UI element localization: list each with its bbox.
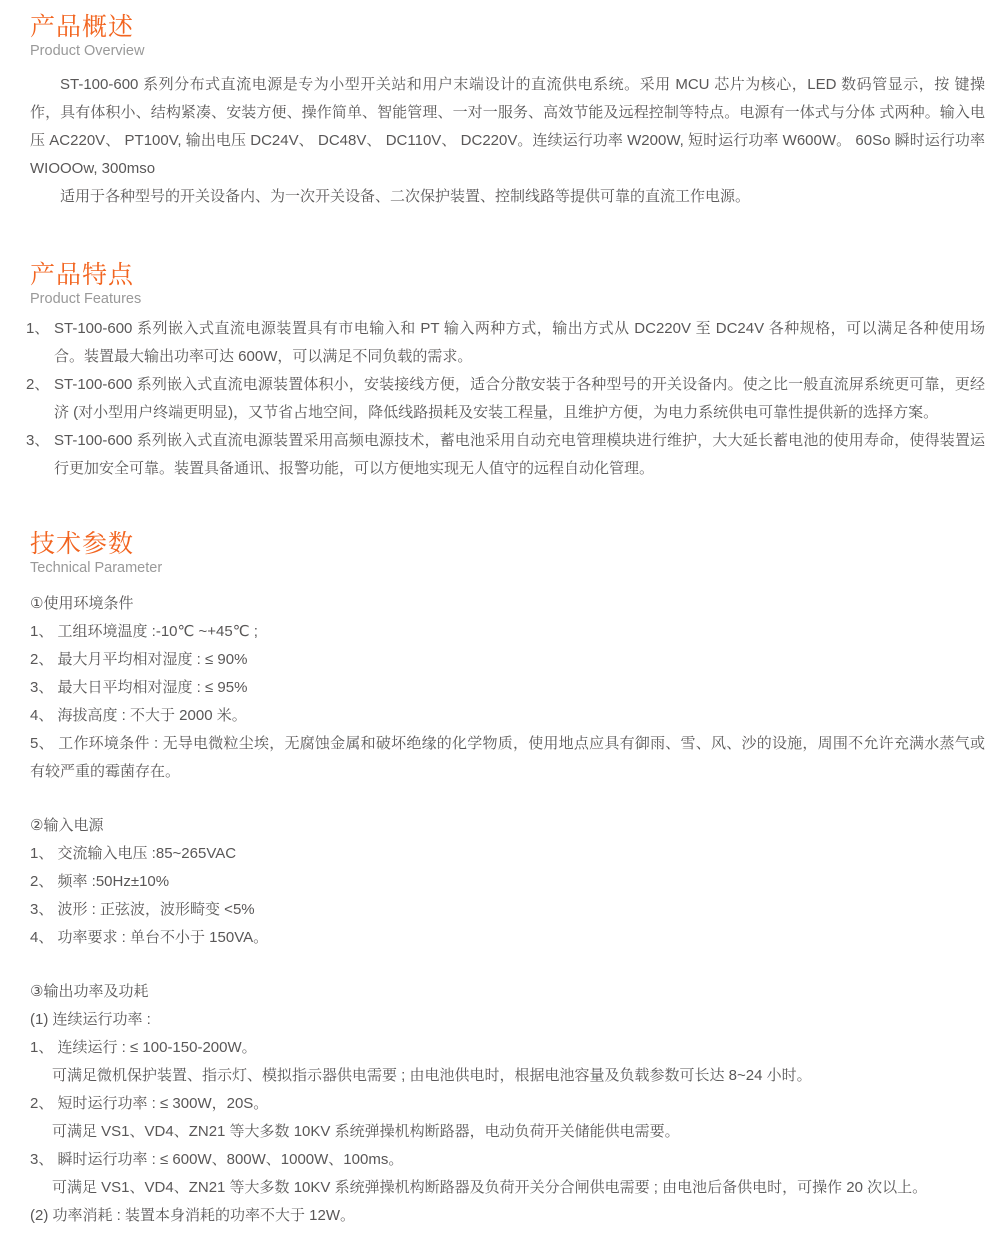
feature-item-text: ST-100-600 系列嵌入式直流电源装置体积小，安装接线方便，适合分散安装于各种型号的开关设备内。使之比一般直流屏系统更可靠，更经济 (对小型用户终端更明显)，又节省占地空间，降低线路损耗及安装工程量，且维护方便，为电力系统供电可靠性提供新的选择方案。 <box>54 376 985 421</box>
param-group-environment <box>30 590 985 786</box>
section-product-overview <box>30 12 985 211</box>
feature-item-1 <box>26 315 985 371</box>
param-line: (2) 功率消耗 : 装置本身消耗的功率不大于 12W。 <box>30 1207 356 1224</box>
overview-title-en: Product Overview <box>30 43 145 59</box>
param-group-title: ①使用环境条件 <box>30 595 134 612</box>
features-title-en: Product Features <box>30 291 142 307</box>
param-group-input-power <box>30 812 985 952</box>
feature-item-number: 3、 <box>26 432 50 449</box>
param-line: 1、 工组环境温度 :-10℃ ~+45℃ ; <box>30 623 258 640</box>
overview-header <box>30 12 985 60</box>
param-line: 4、 海拔高度 : 不大于 2000 米。 <box>30 707 247 724</box>
param-line: 1、 连续运行 : ≤ 100-150-200W。 <box>30 1039 257 1056</box>
param-line: 4、 功率要求 : 单台不小于 150VA。 <box>30 929 269 946</box>
overview-paragraph-2: 适用于各种型号的开关设备内、为一次开关设备、二次保护装置、控制线路等提供可靠的直流工作电源。 <box>60 188 751 205</box>
param-group-title: ③输出功率及功耗 <box>30 983 149 1000</box>
param-line: 1、 交流输入电压 :85~265VAC <box>30 845 237 862</box>
feature-item-text: ST-100-600 系列嵌入式直流电源装置采用高频电源技术，蓄电池采用自动充电管理模块进行维护，大大延长蓄电池的使用寿命，使得装置运行更加安全可靠。装置具备通讯、报警功能，可以方便地实现无人值守的远程自动化管理。 <box>54 432 985 477</box>
feature-item-2 <box>26 371 985 427</box>
feature-list <box>26 315 985 483</box>
feature-item-number: 1、 <box>26 320 50 337</box>
param-line: 3、 波形 : 正弦波，波形畸变 <5% <box>30 901 255 918</box>
param-line: (1) 连续运行功率 : <box>30 1011 151 1028</box>
param-line: 2、 频率 :50Hz±10% <box>30 873 170 890</box>
feature-item-3 <box>26 427 985 483</box>
feature-item-number: 2、 <box>26 376 50 393</box>
section-product-features <box>26 260 985 483</box>
param-group-output-power <box>30 978 985 1230</box>
param-line: 3、 瞬时运行功率 : ≤ 600W、800W、1000W、100ms。 <box>30 1151 404 1168</box>
features-title-cn: 产品特点 <box>30 261 135 289</box>
technical-title-cn: 技术参数 <box>30 530 135 558</box>
param-line-detail: 可满足 VS1、VD4、ZN21 等大多数 10KV 系统弹操机构断路器，电动负荷开关储能供电需要。 <box>52 1123 680 1140</box>
section-technical-parameter <box>30 529 985 1230</box>
param-line: 2、 短时运行功率 : ≤ 300W，20S。 <box>30 1095 269 1112</box>
param-line: 2、 最大月平均相对湿度 : ≤ 90% <box>30 651 248 668</box>
features-header <box>30 260 985 308</box>
param-group-title: ②输入电源 <box>30 817 104 834</box>
param-line-detail: 可满足 VS1、VD4、ZN21 等大多数 10KV 系统弹操机构断路器及负荷开关分合闸供电需要 ; 由电池后备供电时，可操作 20 次以上。 <box>52 1179 928 1196</box>
technical-header <box>30 529 985 577</box>
param-line: 5、 工作环境条件 : 无导电微粒尘埃，无腐蚀金属和破坏绝缘的化学物质，使用地点应具有御雨、雪、风、沙的设施，周围不允许充满水蒸气或有较严重的霉菌存在。 <box>30 735 985 780</box>
overview-paragraph-1: ST-100-600 系列分布式直流电源是专为小型开关站和用户末端设计的直流供电系统。采用 MCU 芯片为核心，LED 数码管显示，按 键操作，具有体积小、结构紧凑、安装方便、操作简单、智能管理、一对一服务、高效节能及远程控制等特点。电源有一体式与分体 式两种。输入电压 AC220V、 PT100V, 输出电压 DC24V、 DC48V、 DC110V、 DC220V。连续运行功率 W200W, 短时运行功率 W600W。 60So 瞬时运行功率 WIOOOw, 300mso <box>30 76 985 177</box>
param-line-detail: 可满足微机保护装置、指示灯、模拟指示器供电需要 ; 由电池供电时，根据电池容量及负载参数可长达 8~24 小时。 <box>52 1067 812 1084</box>
overview-title-cn: 产品概述 <box>30 13 135 41</box>
param-line: 3、 最大日平均相对湿度 : ≤ 95% <box>30 679 248 696</box>
feature-item-text: ST-100-600 系列嵌入式直流电源装置具有市电输入和 PT 输入两种方式，输出方式从 DC220V 至 DC24V 各种规格，可以满足各种使用场合。装置最大输出功率可达 600W，可以满足不同负载的需求。 <box>54 320 985 365</box>
technical-title-en: Technical Parameter <box>30 560 163 576</box>
